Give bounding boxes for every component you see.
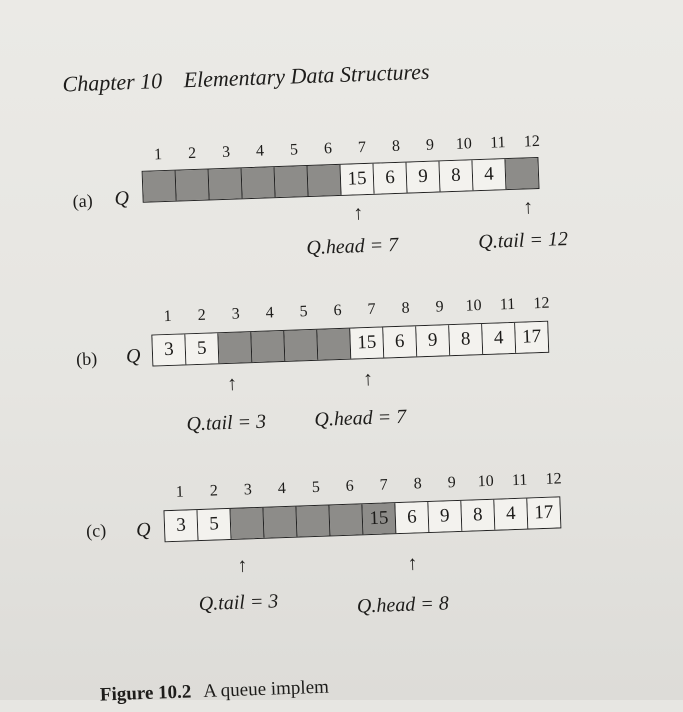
index-label: 2 bbox=[197, 306, 206, 324]
queue-name: Q bbox=[114, 187, 130, 210]
index-label: 9 bbox=[447, 474, 456, 492]
array-cell: 17 bbox=[515, 322, 548, 353]
array-cell: 3 bbox=[152, 334, 186, 365]
figure-number: Figure 10.2 bbox=[99, 681, 192, 706]
index-label: 10 bbox=[477, 472, 494, 491]
index-label: 9 bbox=[435, 298, 444, 316]
array-cell bbox=[329, 504, 363, 535]
index-label: 3 bbox=[243, 481, 253, 499]
array-cell bbox=[209, 168, 243, 199]
figure-caption bbox=[100, 677, 330, 707]
index-label: 4 bbox=[277, 479, 287, 498]
queue-name: Q bbox=[135, 518, 151, 542]
array-cell: 9 bbox=[416, 325, 450, 356]
index-label: 12 bbox=[523, 132, 541, 151]
tail-pointer-label: Q.tail = 12 bbox=[477, 227, 569, 254]
array-cell: 8 bbox=[439, 160, 473, 191]
array-cell bbox=[308, 165, 342, 196]
array-cell: 8 bbox=[461, 500, 495, 531]
index-label: 8 bbox=[391, 137, 401, 156]
index-label: 7 bbox=[367, 300, 376, 319]
index-label: 8 bbox=[413, 475, 423, 493]
figure-caption-text: A queue implem bbox=[202, 676, 330, 702]
array-cell: 9 bbox=[406, 161, 440, 192]
array-cell: 15 bbox=[341, 164, 375, 195]
chapter-title: Elementary Data Structures bbox=[183, 58, 430, 93]
index-label: 6 bbox=[323, 140, 333, 158]
index-label: 2 bbox=[187, 144, 197, 163]
tail-pointer-label: Q.tail = 3 bbox=[186, 410, 267, 436]
chapter-number: Chapter 10 bbox=[62, 68, 163, 97]
array-cell: 9 bbox=[428, 501, 462, 532]
index-label: 4 bbox=[255, 142, 265, 160]
index-label: 7 bbox=[357, 138, 367, 157]
tail-arrow-icon: ↑ bbox=[226, 372, 238, 395]
queue-array bbox=[151, 321, 549, 367]
array-cell: 3 bbox=[165, 510, 199, 541]
tail-pointer-label: Q.tail = 3 bbox=[198, 590, 279, 616]
head-pointer-label: Q.head = 7 bbox=[314, 405, 407, 431]
diagram-label: (b) bbox=[75, 348, 98, 370]
index-label: 4 bbox=[265, 304, 274, 322]
index-label: 5 bbox=[289, 141, 299, 159]
index-label: 3 bbox=[221, 143, 231, 161]
index-label: 12 bbox=[533, 294, 550, 313]
array-cell bbox=[230, 508, 264, 539]
index-label: 11 bbox=[489, 134, 506, 152]
array-cell bbox=[263, 507, 297, 538]
array-cell bbox=[284, 330, 318, 361]
array-cell: 8 bbox=[449, 324, 483, 355]
array-cell bbox=[218, 332, 252, 363]
index-label: 10 bbox=[455, 135, 473, 153]
array-cell: 15 bbox=[350, 327, 384, 358]
array-cell: 5 bbox=[197, 509, 231, 540]
index-label: 1 bbox=[153, 146, 163, 164]
index-label: 5 bbox=[311, 478, 321, 497]
array-cell: 6 bbox=[395, 502, 429, 533]
index-label: 10 bbox=[465, 297, 482, 315]
diagram-label: (c) bbox=[85, 520, 107, 541]
index-label: 11 bbox=[499, 295, 516, 314]
array-cell bbox=[317, 329, 351, 360]
head-pointer-label: Q.head = 8 bbox=[356, 592, 450, 618]
queue-array bbox=[163, 496, 561, 542]
tail-arrow-icon: ↑ bbox=[237, 554, 248, 577]
tail-arrow-icon: ↑ bbox=[522, 196, 534, 219]
head-arrow-icon: ↑ bbox=[352, 202, 364, 225]
index-label: 11 bbox=[511, 471, 528, 490]
array-cell bbox=[251, 331, 285, 362]
array-cell: 6 bbox=[383, 326, 417, 357]
index-label: 3 bbox=[231, 305, 240, 323]
index-label: 6 bbox=[345, 477, 355, 495]
array-cell: 4 bbox=[472, 159, 506, 190]
array-cell: 4 bbox=[494, 499, 528, 530]
array-cell bbox=[176, 169, 210, 200]
index-label: 5 bbox=[299, 303, 308, 321]
array-cell bbox=[296, 505, 330, 536]
array-cell: 4 bbox=[482, 323, 516, 354]
array-cell bbox=[242, 167, 276, 198]
array-cell bbox=[505, 158, 538, 189]
array-cell bbox=[275, 166, 309, 197]
index-label: 1 bbox=[163, 307, 173, 326]
array-cell: 15 bbox=[362, 503, 396, 534]
chapter-header bbox=[62, 59, 430, 98]
index-label: 7 bbox=[379, 476, 389, 494]
queue-array bbox=[142, 157, 540, 203]
head-arrow-icon: ↑ bbox=[407, 552, 418, 575]
head-pointer-label: Q.head = 7 bbox=[306, 233, 399, 260]
index-label: 9 bbox=[425, 136, 435, 154]
index-label: 1 bbox=[175, 483, 185, 501]
head-arrow-icon: ↑ bbox=[362, 367, 374, 391]
index-label: 6 bbox=[333, 301, 342, 320]
array-cell bbox=[143, 171, 177, 202]
array-cell: 17 bbox=[527, 497, 560, 528]
array-cell: 5 bbox=[185, 333, 219, 364]
diagram-label: (a) bbox=[72, 190, 93, 212]
index-label: 12 bbox=[545, 470, 562, 488]
index-label: 8 bbox=[401, 299, 410, 317]
index-label: 2 bbox=[209, 482, 219, 500]
queue-name: Q bbox=[125, 344, 141, 368]
array-cell: 6 bbox=[374, 163, 408, 194]
